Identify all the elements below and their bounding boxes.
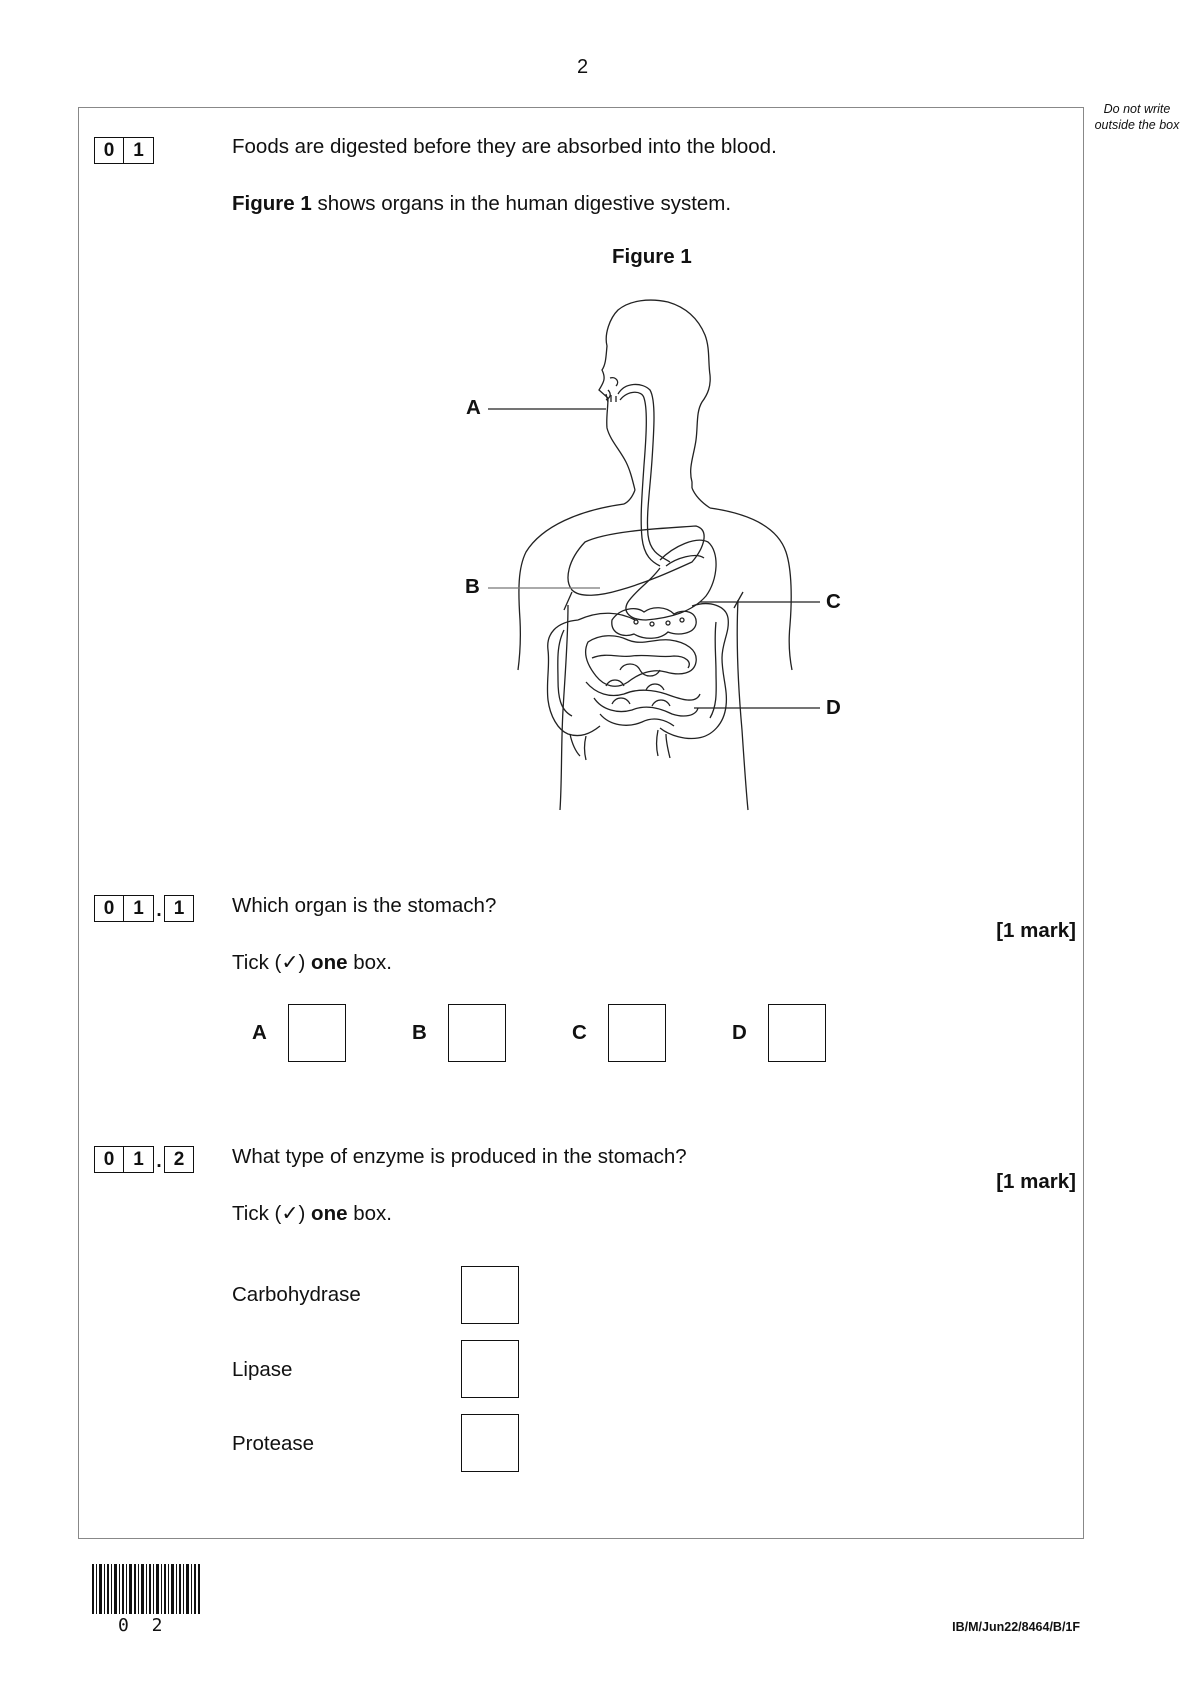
question-digit: 2 (164, 1146, 194, 1173)
tick-prefix: Tick (✓) (232, 951, 312, 974)
question-digit: 1 (164, 895, 194, 922)
option-label-a: A (252, 1021, 267, 1044)
page-number: 2 (576, 56, 589, 78)
figure-label-a: A (466, 396, 481, 419)
option-label-c: C (572, 1021, 587, 1044)
question-digit: 1 (124, 1146, 154, 1173)
option-label-lipase: Lipase (232, 1358, 293, 1381)
head-outline (599, 300, 710, 490)
digestive-system-diagram (460, 290, 840, 820)
tick-bold: one (311, 1202, 348, 1225)
question-number-01 (94, 137, 154, 164)
question-digit: 1 (124, 137, 154, 164)
barcode-number: 0 2 (118, 1615, 169, 1636)
tick-suffix: box. (347, 951, 392, 974)
figure-reference-bold: Figure 1 (232, 192, 312, 215)
tick-instruction (232, 950, 392, 975)
figure-title: Figure 1 (612, 245, 692, 268)
tick-suffix: box. (347, 1202, 392, 1225)
figure-label-c: C (826, 590, 841, 613)
tick-box-d[interactable] (768, 1004, 826, 1062)
question-number-01-2 (94, 1146, 194, 1173)
question-digit: 0 (94, 137, 124, 164)
question-digit: 1 (124, 895, 154, 922)
figure-label-d: D (826, 696, 841, 719)
tick-prefix: Tick (✓) (232, 1202, 312, 1225)
question-dot: . (156, 900, 162, 921)
figure-reference-rest: shows organs in the human digestive system. (311, 192, 732, 215)
liver (568, 526, 704, 595)
barcode-image (92, 1564, 200, 1614)
tick-box-c[interactable] (608, 1004, 666, 1062)
footer-code: IB/M/Jun22/8464/B/1F (952, 1620, 1080, 1634)
tick-box-carbohydrase[interactable] (461, 1266, 519, 1324)
tick-instruction (232, 1201, 392, 1226)
margin-note: Do not write outside the box (1094, 102, 1180, 132)
question-digit: 0 (94, 895, 124, 922)
stomach (626, 540, 716, 620)
question-intro: Foods are digested before they are absorbed into the blood. (232, 135, 777, 158)
option-label-protease: Protease (232, 1432, 315, 1455)
figure-reference (232, 192, 731, 216)
tick-box-a[interactable] (288, 1004, 346, 1062)
mark-allocation: [1 mark] (996, 919, 1076, 942)
tick-box-protease[interactable] (461, 1414, 519, 1472)
tick-box-b[interactable] (448, 1004, 506, 1062)
tick-box-lipase[interactable] (461, 1340, 519, 1398)
option-label-carbohydrase: Carbohydrase (232, 1283, 361, 1306)
ear-outline (610, 378, 618, 386)
option-label-b: B (412, 1021, 427, 1044)
question-number-01-1 (94, 895, 194, 922)
question-text: What type of enzyme is produced in the stomach? (232, 1145, 687, 1168)
question-dot: . (156, 1151, 162, 1172)
figure-label-b: B (465, 575, 480, 598)
question-digit: 0 (94, 1146, 124, 1173)
question-text: Which organ is the stomach? (232, 894, 497, 917)
tick-bold: one (311, 951, 348, 974)
option-label-d: D (732, 1021, 747, 1044)
neck-outline (624, 490, 635, 504)
small-intestine (586, 636, 697, 687)
torso-outline (518, 504, 624, 670)
mark-allocation: [1 mark] (996, 1170, 1076, 1193)
